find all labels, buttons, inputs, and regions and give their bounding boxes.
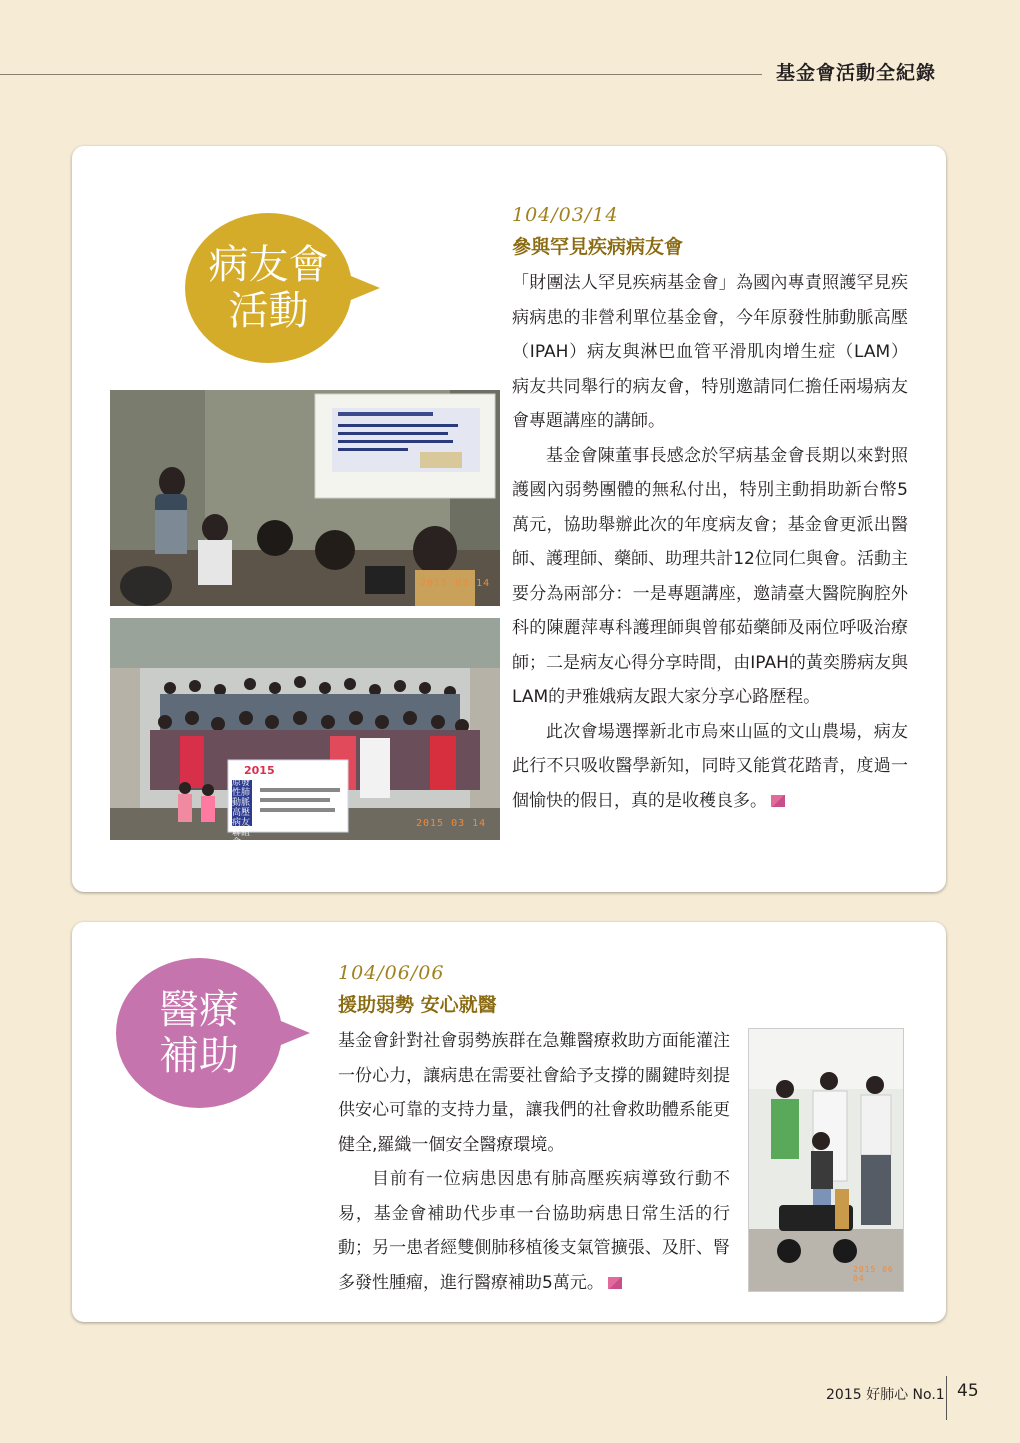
paragraph: 「財團法人罕見疾病基金會」為國內專責照護罕見疾病病患的非營利單位基金會，今年原發性肺動脈高壓（IPAH）病友與淋巴血管平滑肌肉增生症（LAM）病友共同舉行的病友會，特別邀請同仁擔任兩場病友會專題講座的講師。 <box>512 273 908 431</box>
activity-date: 104/06/06 <box>338 962 445 984</box>
footer-rule <box>946 1376 947 1420</box>
paragraph-text: 此次會場選擇新北市烏來山區的文山農場，病友此行不只吸收醫學新知，同時又能賞花踏青，度過一個愉快的假日，真的是收穫良多。 <box>512 721 908 811</box>
group-illustration <box>110 618 500 840</box>
paragraph <box>338 1162 730 1300</box>
header-rule <box>0 74 762 75</box>
photo-mobility-scooter <box>748 1028 904 1292</box>
photo-lecture <box>110 390 500 606</box>
photo-date-stamp: 2015 03 14 <box>416 818 487 829</box>
badge-line-1: 病友會 <box>208 242 329 288</box>
lecture-illustration <box>110 390 500 606</box>
scooter-illustration <box>749 1029 903 1291</box>
photo-date-stamp: 2015 03 14 <box>420 578 491 589</box>
paragraph: 基金會針對社會弱勢族群在急難醫療救助方面能灌注一份心力，讓病患在需要社會給予支撐的關鍵時刻提供安心可靠的支持力量，讓我們的社會救助體系能更健全,羅織一個安全醫療環境。 <box>338 1031 730 1155</box>
end-mark-icon <box>771 795 785 807</box>
paragraph-text: 目前有一位病患因患有肺高壓疾病導致行動不易，基金會補助代步車一台協助病患日常生活的行動；另一患者經雙側肺移植後支氣管擴張、及肝、腎多發性腫瘤，進行醫療補助5萬元。 <box>338 1169 730 1293</box>
paragraph: 基金會陳董事長感念於罕病基金會長期以來對照護國內弱勢團體的無私付出，特別主動捐助新台幣5萬元，協助舉辦此次的年度病友會；基金會更派出醫師、護理師、藥師、助理共計12位同仁與會。活動主要分為兩部分：一是專題講座，邀請臺大醫院胸腔外科的陳麗萍專科護理師與曾郁茹藥師及兩位呼吸治療師；二是病友心得分享時間，由IPAH的黃奕勝病友與LAM的尹雅娥病友跟大家分享心路歷程。 <box>512 445 908 707</box>
paragraph <box>512 715 908 819</box>
badge-line-2: 活動 <box>228 288 309 334</box>
page-header-title: 基金會活動全紀錄 <box>776 62 937 84</box>
photo-date-stamp: 2015 06 04 <box>853 1265 894 1283</box>
banner-year: 2015 <box>244 764 275 777</box>
activity-card-medical-aid <box>72 922 946 1322</box>
activity-body <box>512 266 908 818</box>
activity-date: 104/03/14 <box>512 204 619 226</box>
category-badge-medical-aid <box>116 958 282 1108</box>
activity-subtitle: 參與罕見疾病病友會 <box>512 236 684 258</box>
activity-body <box>338 1024 730 1300</box>
badge-line-1: 醫療 <box>159 987 239 1033</box>
activity-card-patient-meeting <box>72 146 946 892</box>
category-badge-patient-meeting <box>185 213 352 363</box>
photo-group <box>110 618 500 848</box>
banner-text: 原發性肺動脈高壓病友聯誼會 <box>232 778 251 848</box>
activity-subtitle: 援助弱勢 安心就醫 <box>338 994 497 1016</box>
footer-issue: 2015 好肺心 No.1 <box>826 1387 945 1403</box>
end-mark-icon <box>608 1277 622 1289</box>
page-number: 45 <box>957 1381 979 1401</box>
badge-line-2: 補助 <box>159 1033 239 1079</box>
